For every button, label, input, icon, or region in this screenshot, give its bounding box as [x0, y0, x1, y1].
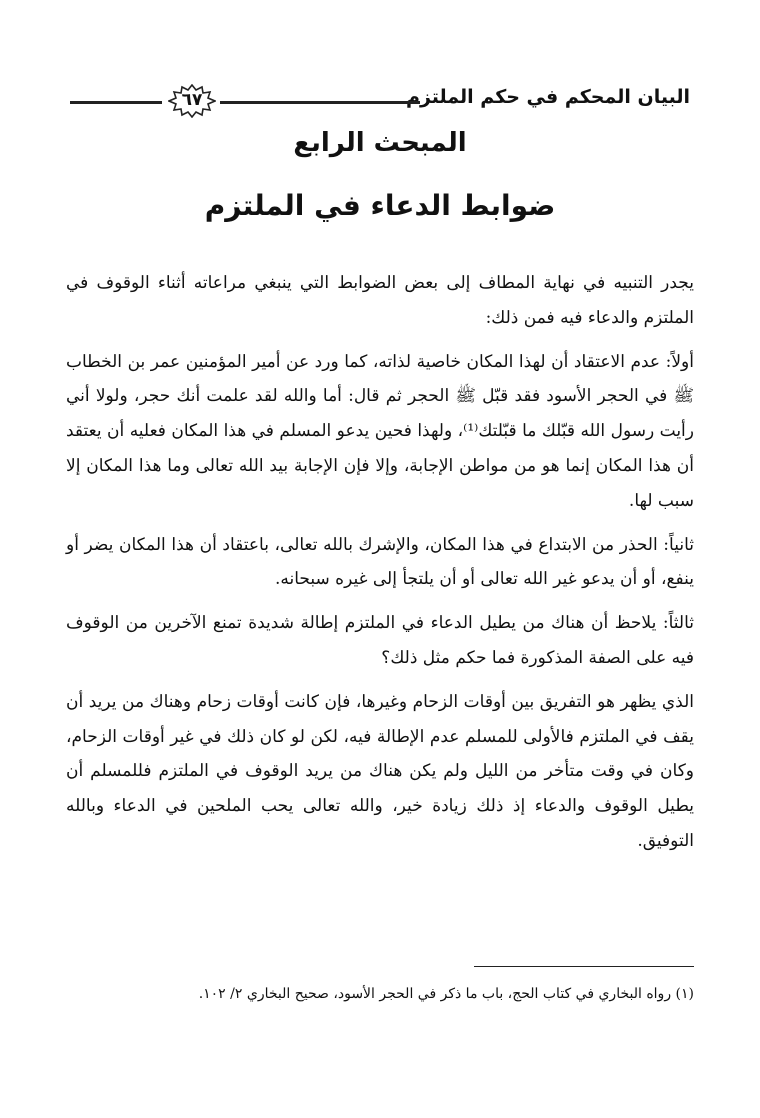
- header-rule: [220, 101, 420, 104]
- section-title: المبحث الرابع: [293, 128, 467, 158]
- section-subtitle: ضوابط الدعاء في الملتزم: [204, 189, 556, 222]
- footnote-separator: [474, 966, 694, 967]
- header-rule-left: [70, 101, 162, 104]
- page-number-badge: [168, 84, 216, 118]
- paragraph-first: أولاً: عدم الاعتقاد أن لهذا المكان خاصية لذاته، كما ورد عن أمير المؤمنين عمر بن الخطاب ﷺ في الحجر الأسود فقد قبّل ﷺ الحجر ثم قال: أما والله لقد علمت أنك حجر، ولولا أني رأيت رسول الله قبّلك ما قبّلتك⁽¹⁾، ولهذا فحين يدعو المسلم في هذا المكان فعليه أن يعتقد أن هذا المكان إنما هو من مواطن الإجابة، وإلا فإن الإجابة بيد الله تعالى وما هذا المكان إلا سبب لها.: [66, 351, 694, 511]
- body-text: [66, 266, 694, 868]
- footnote: (١) رواه البخاري في كتاب الحج، باب ما ذكر في الحجر الأسود، صحيح البخاري ٢/ ١٠٢.: [198, 986, 694, 1002]
- paragraph-answer: الذي يظهر هو التفريق بين أوقات الزحام وغيرها، فإن كانت أوقات زحام وهناك من يريد أن يقف في الملتزم فالأولى للمسلم عدم الإطالة فيه، لكن لو كان ذلك في غير أوقات الزحام، وكان في وقت متأخر من الليل ولم يكن هناك من يريد الوقوف في الملتزم فللمسلم أن يطيل الوقوف والدعاء إذ ذلك زيادة خير، والله تعالى يحب الملحين في الدعاء وبالله التوفيق.: [66, 691, 694, 851]
- paragraph-intro: يجدر التنبيه في نهاية المطاف إلى بعض الضوابط التي ينبغي مراعاته أثناء الوقوف في الملتزم والدعاء فيه فمن ذلك:: [66, 273, 694, 328]
- paragraph-second: ثانياً: الحذر من الابتداع في هذا المكان، والإشرك بالله تعالى، باعتقاد أن هذا المكان يضر أو ينفع، أو أن يدعو غير الله تعالى أو أن يلتجأ إلى غيره سبحانه.: [66, 534, 694, 590]
- paragraph-third: ثالثاً: يلاحظ أن هناك من يطيل الدعاء في الملتزم إطالة شديدة تمنع الآخرين من الوقوف فيه على الصفة المذكورة فما حكم مثل ذلك؟: [66, 613, 694, 668]
- running-header: [70, 84, 690, 120]
- book-title: البيان المحكم في حكم الملتزم: [406, 86, 690, 108]
- page-number: ٦٧: [181, 90, 203, 110]
